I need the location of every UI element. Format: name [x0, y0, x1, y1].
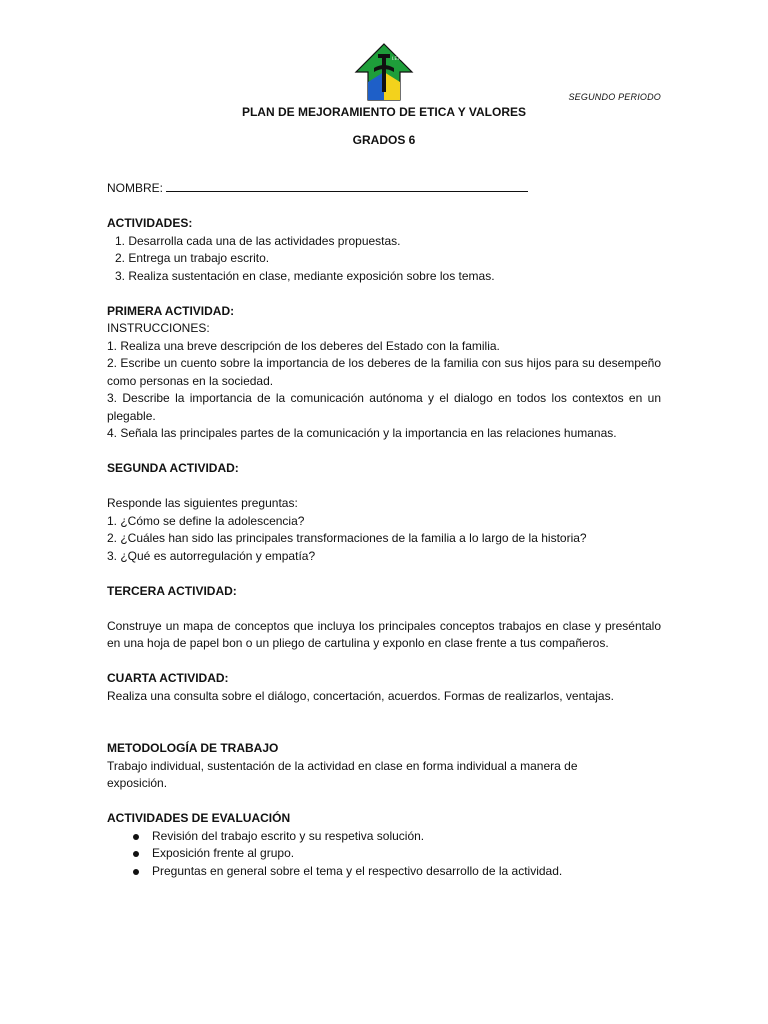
first-item: 1. Realiza una breve descripción de los deberes del Estado con la familia.: [107, 338, 500, 353]
first-item: 3. Describe la importancia de la comunicación autónoma y el dialogo en todos los contextos en un plegable.: [107, 391, 661, 423]
fourth-activity-text: Realiza una consulta sobre el diálogo, concertación, acuerdos. Formas de realizarlos, ventajas.: [107, 688, 614, 703]
activity-item: 2. Entrega un trabajo escrito.: [115, 251, 270, 265]
activity-item: 1. Desarrolla cada una de las actividades propuestas.: [115, 233, 401, 248]
methodology-heading: METODOLOGÍA DE TRABAJO: [107, 741, 279, 755]
evaluation-heading: ACTIVIDADES DE EVALUACIÓN: [107, 811, 291, 825]
document-body: [107, 179, 661, 880]
name-blank: [166, 179, 528, 192]
fourth-activity-heading: CUARTA ACTIVIDAD:: [107, 671, 229, 685]
questions-intro: Responde las siguientes preguntas:: [107, 496, 298, 510]
first-activity-heading: PRIMERA ACTIVIDAD:: [107, 303, 235, 318]
first-item: 4. Señala las principales partes de la comunicación y la importancia en las relaciones humanas.: [107, 426, 617, 440]
third-activity-text: Construye un mapa de conceptos que incluya los principales conceptos trabajos en clase y preséntalo en una hoja de papel bon o un pliego de cartulina y exponlo en clase frente a tus compañeros.: [107, 618, 661, 650]
evaluation-item: Exposición frente al grupo.: [107, 845, 661, 863]
instructions-label: INSTRUCCIONES:: [107, 321, 210, 335]
school-logo-icon: [352, 42, 416, 102]
document-title: PLAN DE MEJORAMIENTO DE ETICA Y VALORES: [241, 105, 527, 119]
methodology-text: Trabajo individual, sustentación de la actividad en clase en forma individual a manera de exposición.: [107, 758, 578, 790]
svg-text:I.E.R.: I.E.R.: [392, 56, 403, 61]
third-activity-heading: TERCERA ACTIVIDAD:: [107, 583, 237, 598]
question-item: 2. ¿Cuáles han sido las principales transformaciones de la familia a lo largo de la historia?: [107, 531, 587, 545]
evaluation-item: Preguntas en general sobre el tema y el respectivo desarrollo de la actividad.: [107, 863, 661, 881]
activities-heading: ACTIVIDADES:: [107, 216, 193, 230]
name-line: [107, 179, 661, 198]
period-label: SEGUNDO PERIODO: [568, 92, 661, 102]
question-item: 1. ¿Cómo se define la adolescencia?: [107, 513, 305, 528]
name-label: NOMBRE:: [107, 181, 164, 195]
grade-title: GRADOS 6: [352, 133, 416, 147]
second-activity-heading: SEGUNDA ACTIVIDAD:: [107, 461, 239, 475]
activity-item: 3. Realiza sustentación en clase, mediante exposición sobre los temas.: [115, 268, 495, 283]
evaluation-item: Revisión del trabajo escrito y su respetiva solución.: [107, 828, 661, 846]
question-item: 3. ¿Qué es autorregulación y empatía?: [107, 548, 316, 563]
first-item: 2. Escribe un cuento sobre la importancia de los deberes de la familia con sus hijos para su desempeño como personas en la sociedad.: [107, 356, 661, 388]
evaluation-list: [107, 828, 661, 881]
